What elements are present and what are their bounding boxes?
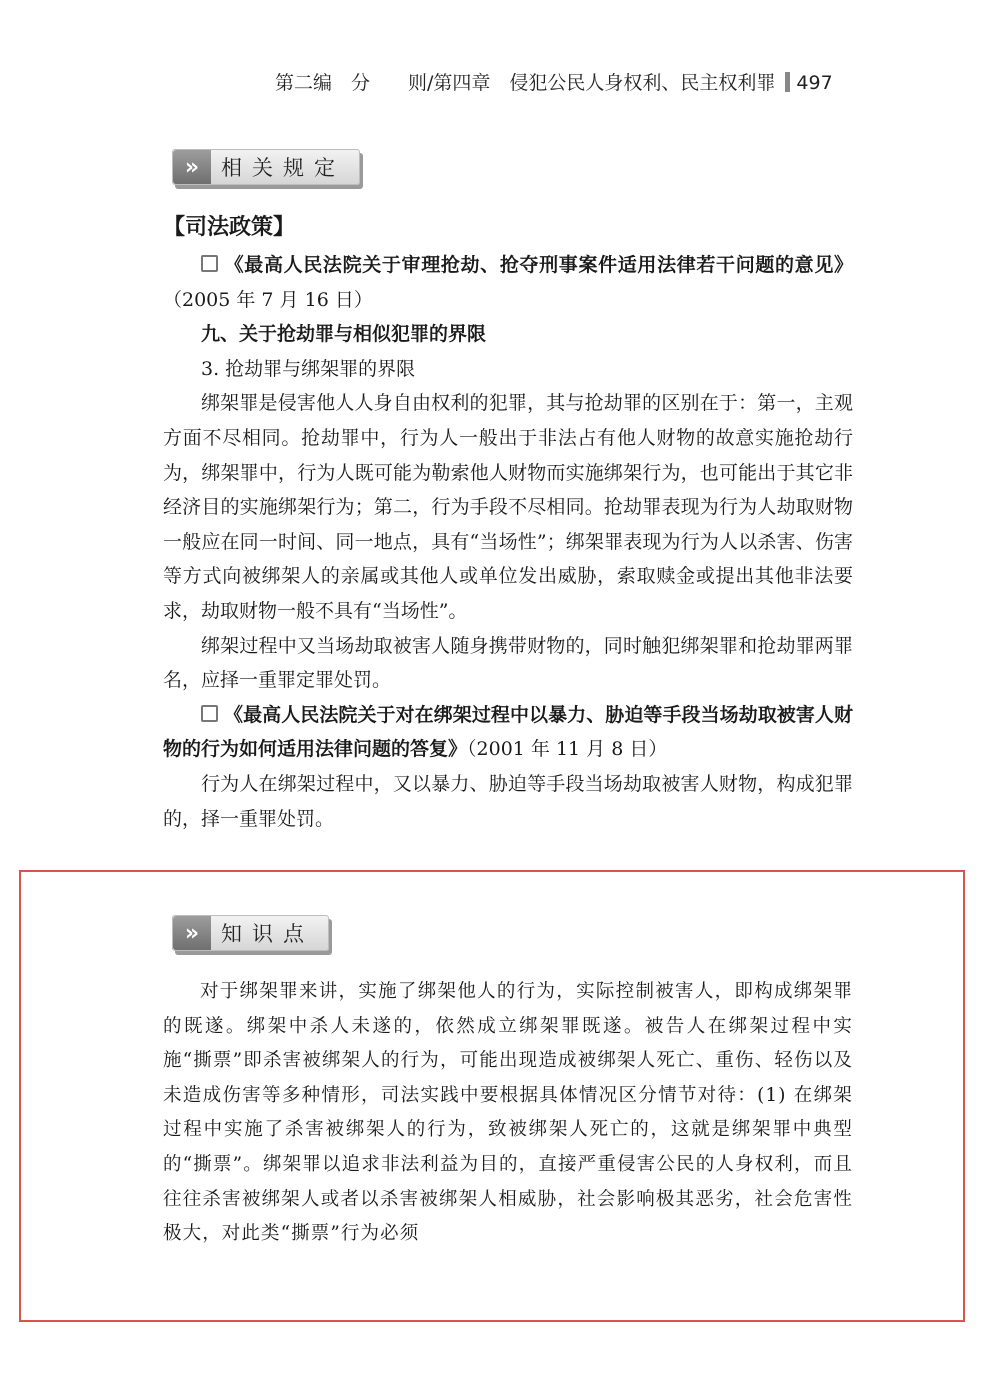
doc2-title: 《最高人民法院关于对在绑架过程中以暴力、胁迫等手段当场劫取被害人财物的行为如何适用法律问题的答复》 <box>163 703 853 761</box>
knowledge-points-body <box>163 975 853 1252</box>
doc1-citation <box>163 248 853 317</box>
doc2-citation <box>163 698 853 767</box>
doc2-date: （2001 年 11 月 8 日） <box>467 738 668 761</box>
double-chevron-icon: » <box>173 916 211 950</box>
doc1-date: （2005 年 7 月 16 日） <box>163 288 373 311</box>
square-bullet-icon <box>201 255 218 272</box>
chapter-title: 第二编 分 则/第四章 侵犯公民人身权利、民主权利罪 <box>275 72 776 94</box>
judicial-policy-section <box>163 208 853 836</box>
doc1-title: 《最高人民法院关于审理抢劫、抢夺刑事案件适用法律若干问题的意见》 <box>224 254 853 276</box>
knowledge-points-label: 知识点 <box>221 922 314 946</box>
page-number: 497 <box>796 72 833 94</box>
concurrent-crime-paragraph: 绑架过程中又当场劫取被害人随身携带财物的，同时触犯绑架罪和抢劫罪两罪名，应择一重罪定罪处罚。 <box>163 634 853 692</box>
related-provisions-tab <box>172 149 360 185</box>
running-header <box>275 68 833 95</box>
double-chevron-icon: » <box>173 150 211 184</box>
related-provisions-label: 相关规定 <box>221 156 345 180</box>
section-nine-heading: 九、关于抢劫罪与相似犯罪的界限 <box>201 323 487 346</box>
knowledge-paragraph: 对于绑架罪来讲，实施了绑架他人的行为，实际控制被害人，即构成绑架罪的既遂。绑架中杀人未遂的，依然成立绑架罪既遂。被告人在绑架过程中实施“撕票”即杀害被绑架人的行为，可能出现造成被绑架人死亡、重伤、轻伤以及未造成伤害等多种情形，司法实践中要根据具体情况区分情节对待：(1) 在绑架过程中实施了杀害被绑架人的行为，致被绑架人死亡的，这就是绑架罪中典型的“撕票”。绑架罪以追求非法利益为目的，直接严重侵害公民的人身权利，而且往往杀害被绑架人或者以杀害被绑架人相威胁，社会影响极其恶劣，社会危害性极大，对此类“撕票”行为必须 <box>163 981 853 1245</box>
distinction-paragraph: 绑架罪是侵害他人人身自由权利的犯罪，其与抢劫罪的区别在于：第一，主观方面不尽相同。抢劫罪中，行为人一般出于非法占有他人财物的故意实施抢劫行为，绑架罪中，行为人既可能为勒索他人财物而实施绑架行为，也可能出于其它非经济目的实施绑架行为；第二，行为手段不尽相同。抢劫罪表现为行为人劫取财物一般应在同一时间、同一地点，具有“当场性”；绑架罪表现为行为人以杀害、伤害等方式向被绑架人的亲属或其他人或单位发出威胁，索取赎金或提出其他非法要求，劫取财物一般不具有“当场性”。 <box>163 392 853 622</box>
subsection-three-heading: 3. 抢劫罪与绑架罪的界限 <box>201 357 416 380</box>
judicial-policy-heading: 【司法政策】 <box>163 215 296 240</box>
header-divider <box>785 72 790 92</box>
knowledge-points-tab <box>172 915 329 951</box>
reply-paragraph: 行为人在绑架过程中，又以暴力、胁迫等手段当场劫取被害人财物，构成犯罪的，择一重罪处罚。 <box>163 772 853 830</box>
square-bullet-icon <box>201 705 218 722</box>
